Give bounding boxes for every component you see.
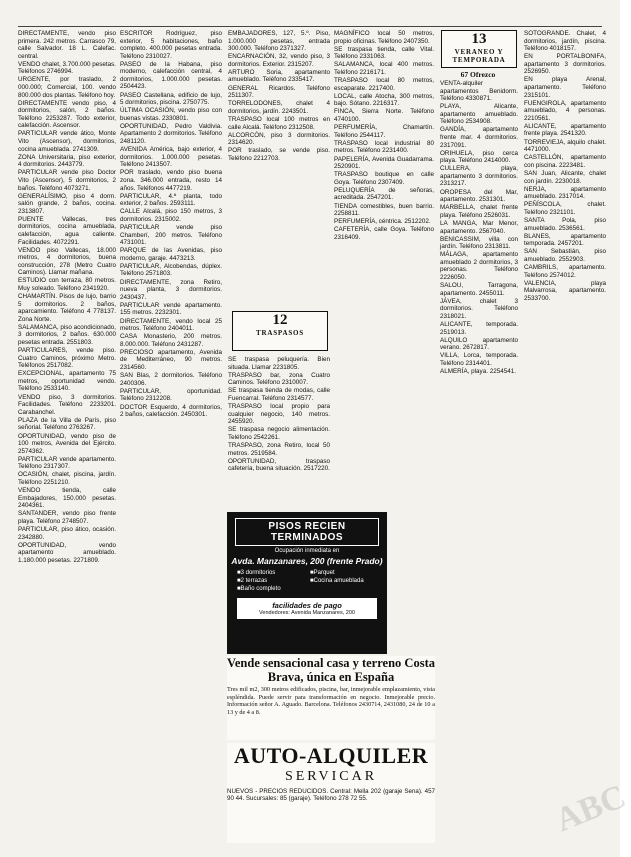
classified-ad: PERFUMERÍA, céntrica. 2512202. — [334, 218, 431, 226]
column-6 — [524, 30, 606, 850]
classified-ad: NERJA, apartamento amueblado. 2317014. — [524, 185, 606, 201]
abc-watermark: ABC — [550, 777, 631, 840]
classified-ad: ALQUILO apartamento verano. 2672817. — [440, 336, 518, 352]
classified-ad: GENERALÍSIMO, piso 4 dorm. salón grande, 2 baños, cocina. 2313807. — [18, 192, 116, 215]
classified-ad: TRASPASO local industrial 80 metros. Teléfono 2231400. — [334, 139, 434, 155]
classified-ad: ORIHUELA, piso cerca playa. Teléfono 2414000. — [440, 149, 518, 165]
classified-ad: CHAMARTÍN. Pisos de lujo, barrio 5 dormitorios. 2 baños, aparcamiento. Teléfono 4 778137. Zona Norte. — [18, 293, 116, 323]
section-number: 12 — [272, 312, 288, 328]
classified-ad: VENTA-alquiler apartamentos Benidorm. Teléfono 4330871. — [440, 80, 518, 103]
classified-ad: DOCTOR Esquerdo, 4 dormitorios, 2 baños, calefacción. 2450301. — [120, 403, 222, 419]
classified-ad: OPORTUNIDAD, traspaso cafetería, buena situación. 2517220. — [228, 457, 330, 473]
classified-ad: VALENCIA, playa Malvarrosa, apartamento. 2533700. — [524, 279, 606, 302]
classified-ad: PAPELERÍA, Avenida Guadarrama. 2520901. — [334, 155, 434, 171]
classified-ad: SAN Blas, 2 dormitorios. Teléfono 2400306. — [120, 372, 222, 387]
classified-ad: GANDÍA, apartamento frente mar. 4 dormitorios. 2317091. — [440, 126, 518, 149]
column-4 — [334, 30, 434, 508]
classified-ad: ESCRITOR Rodríguez, piso exterior, 5 habitaciones, baño completo. 400.000 pesetas entrada. Teléfono 2310027. — [120, 30, 222, 60]
section-number: 13 — [471, 31, 487, 47]
classified-ad: CASTELLÓN, apartamento con piscina. 2223481. — [524, 154, 606, 169]
classified-ad: PARTICULARES, vende piso. Cuatro Caminos, próximo Metro. Teléfonos 2517082. — [18, 347, 116, 370]
classified-ad: PEÑÍSCOLA, chalet. Teléfono 2321101. — [524, 201, 606, 216]
classified-ad: ALICANTE, apartamento frente playa. 2541320. — [524, 122, 606, 138]
column-3-traspasos — [228, 356, 330, 506]
ad-feature: ■ Cocina amueblada — [310, 578, 377, 584]
classified-ad: POR traslado, vendo piso buena zona. 346.000 entrada, resto 14 años. Teléfonos 4477219. — [120, 169, 222, 192]
classified-ad: URGENTE, por traslado, 2 000.000; Comercial, 100. vendo 800.000 dos plantas. Teléfono hoy. — [18, 76, 116, 99]
classified-ad: OPORTUNIDAD, Pedro Valdivia. Apartamento 2 dormitorios. Teléfono 2481120. — [120, 122, 222, 146]
ad-feature: ■ Parquet — [310, 570, 377, 576]
classified-ad: TRASPASO bar, zona Cuatro Caminos. Teléfono 2310007. — [228, 371, 330, 387]
ad-feature: ■ 2 terrazas — [237, 578, 304, 584]
classified-ad: SE traspasa tienda, calle Vital. Teléfono 2331063. — [334, 45, 434, 61]
classified-ad: EMBAJADORES, 127, 5.º. Piso, 1.000.000 pesetas, entrada 300.000. Teléfono 2371327. — [228, 30, 330, 53]
classified-ad: DIRECTAMENTE, vendo piso primera. 242 metros. Carrasco 79, calle Salvador. 18 L. Calefac. central. — [18, 30, 116, 60]
classified-ad: VENDO piso Vallecas, 18.000 metros, 4 dormitorios, buena construcción, 278 (Metro Cuatro Caminos). Llamar mañana. — [18, 246, 116, 277]
classified-ad: PARTICULAR vende apartamento. 155 metros. 2232301. — [120, 301, 222, 317]
column-2 — [120, 30, 222, 850]
classified-ad: PLAZA de la Villa de París, piso señorial. Teléfono 2763267. — [18, 416, 116, 432]
classified-ad: PUENTE Vallecas, tres dormitorios, cocina amueblada, calefacción, agua caliente. Facilidades. 4072291. — [18, 215, 116, 246]
classified-ad: CAMBRILS, apartamento. Teléfono 2574012. — [524, 264, 606, 279]
classified-ad: OCASIÓN, chalet, piscina, jardín. Teléfono 2251210. — [18, 471, 116, 486]
ad-title: PISOS RECIEN TERMINADOS — [235, 518, 379, 546]
classified-ad: PARTICULAR vende apartamento. Teléfono 2317307. — [18, 455, 116, 471]
classified-ad: PARTICULAR, 4.ª planta, todo exterior, 2 baños. 2593111. — [120, 192, 222, 208]
section-subtitle: 67 Ofrezco — [460, 70, 496, 79]
classified-ad: VENDO chalet, 3.700.000 pesetas. Teléfonos 2746994. — [18, 60, 117, 76]
classified-ad: JÁVEA, chalet 3 dormitorios. Teléfono 2318021. — [440, 297, 518, 320]
classified-ad: MAGNÍFICO local 50 metros, propio oficinas. Teléfono 2407350. — [334, 30, 434, 45]
classified-ad: ALMERÍA, playa. 2254541. — [440, 368, 516, 376]
section-title: TRASPASOS — [256, 329, 304, 337]
classified-ad: SALAMANCA, local 400 metros. Teléfono 2216171. — [334, 61, 434, 76]
section-header-traspasos — [232, 311, 328, 351]
classified-ad: EXCEPCIONAL, apartamento 75 metros, oportunidad vendo. Teléfono 2533140. — [18, 370, 116, 393]
classified-ad: SE traspasa tienda de modas, calle Fuencarral. Teléfono 2314577. — [228, 387, 330, 402]
ad-pisos-recien-terminados — [227, 512, 387, 654]
classified-ad: CASA Monasterio, 200 metros. 8.000.000. Teléfono 2431287. — [120, 333, 222, 348]
section-title: VERANEO Y TEMPORADA — [452, 48, 506, 64]
classified-ad: ARTURO Soria, apartamento amueblado. Teléfono 2335417. — [228, 68, 330, 84]
classified-ad: OPORTUNIDAD, vendo piso de 100 metros, Avenida del Ejército. 2574362. — [18, 432, 116, 455]
header-rule — [18, 26, 602, 27]
classified-ad: SANTANDER, vendo piso frente playa. Teléfono 2748507. — [18, 510, 116, 525]
classified-ad: PELUQUERÍA de señoras, acreditada. 2547201. — [334, 186, 434, 202]
ad-payment-sub: Vendedores: Avenida Manzanares, 200 — [259, 610, 355, 616]
ad-title: Vende sensacional casa y terreno Costa Brava, única en España — [227, 656, 435, 684]
classified-ad: VILLA, Lorca, temporada. Teléfono 2314401. — [440, 352, 518, 367]
classified-ad: GENERAL Ricardos. Teléfono 2511307. — [228, 84, 330, 100]
ad-feature: ■ 3 dormitorios — [237, 570, 304, 576]
classified-ad: OROPESA del Mar, apartamento. 2531301. — [440, 188, 518, 204]
section-header-veraneo — [441, 30, 517, 68]
classified-ad: PARTICULAR vende ático, Monte Vito (Ascensor), dormitorios, cocina amueblada. 2741309. — [18, 130, 116, 153]
ad-title: AUTO-ALQUILER — [233, 743, 429, 768]
classified-ad: CAFETERÍA, calle Goya. Teléfono 2316409. — [334, 226, 434, 241]
classified-ad: PARTICULAR vende piso Chamberí, 200 metros. Teléfono 4731001. — [120, 224, 222, 247]
classified-ad: PARTICULAR, piso ático, ocasión. 2342880. — [18, 526, 116, 541]
classified-ad: SE traspasa peluquería. Bien situada. Llamar 2231805. — [228, 356, 330, 371]
ad-subtitle: SERVICAR — [284, 769, 378, 784]
ad-features — [227, 570, 387, 592]
classified-ad: TIENDA comestibles, buen barrio. 2258811. — [334, 202, 434, 218]
classified-ad: MÁLAGA, apartamento amueblado 2 dormitorios, 3 personas. Teléfono 2226050. — [440, 251, 518, 282]
column-1 — [18, 30, 116, 850]
ad-auto-alquiler — [227, 743, 435, 843]
classified-ad: SAN Juan, Alicante, chalet con jardín. 2230018. — [524, 170, 606, 185]
classified-ad: PARTICULAR, Alcobendas, dúplex. Teléfono 2571803. — [120, 262, 222, 278]
classified-ad: PERFUMERÍA, Chamartín. Teléfono 2544117. — [334, 124, 434, 139]
classified-ad: SALOU, Tarragona, apartamento. 2455011. — [440, 282, 518, 297]
classified-ad: DIRECTAMENTE, zona Retiro, nueva planta, 3 dormitorios. 2430437. — [120, 278, 222, 301]
classified-ad: ÚLTIMA OCASIÓN, vendo piso con buenas vistas. 2330801. — [120, 107, 222, 122]
classified-ad: BLANES, apartamento temporada. 2457201. — [524, 232, 606, 248]
classified-ad: TRASPASO local 80 metros, escaparate. 2217400. — [334, 77, 434, 92]
classified-ad: BENICASSIM, villa con jardín. Teléfono 2313811. — [440, 235, 518, 251]
ad-subtitle: Ocupación inmediata en — [274, 548, 340, 554]
column-5 — [440, 80, 518, 850]
classified-ad: PARTICULAR, oportunidad. Teléfono 2312208. — [120, 387, 222, 403]
classified-ad: TRASPASO local propio para cualquier negocio, 140 metros. 2455920. — [228, 403, 330, 426]
classified-ad: FUENGIROLA, apartamento amueblado, 4 personas. 2210561. — [524, 99, 606, 122]
classified-ad: PASEO de la Habana, piso moderno, calefacción central, 4 dormitorios, 1.000.000 pesetas. 2504423. — [120, 60, 222, 91]
ad-body: Tres mil m2, 300 metros edificados, piscina, bar, inmejorable emplazamiento, vista espléndida. Puede servir para transformación en negocio. Inmejorable precio. Información señor A. Aguado. Barcelona. Teléfonos 2430714, 2431080, 24 de 10 a 13 y de 4 a 8. — [227, 686, 435, 716]
classified-ad: ALICANTE, temporada. 2519013. — [440, 321, 518, 336]
classified-ad: PASEO Castellana, edificio de lujo, 5 dormitorios, piscina. 2750775. — [120, 91, 222, 107]
classified-ad: ALCORCÓN, piso 3 dormitorios. 2314620. — [228, 131, 330, 147]
classified-ad: SANTA Pola, piso amueblado. 2536561. — [524, 217, 606, 232]
classified-ad: TORREVIEJA, alquilo chalet. 4471000. — [524, 138, 606, 154]
classified-ad: VENDO piso, 3 dormitorios. Facilidades. Teléfono 2233201. Carabanchel. — [18, 393, 116, 416]
classified-ad: SE traspasa negocio alimentación. Teléfono 2542261. — [228, 426, 330, 441]
classified-ad: SALAMANCA, piso acondicionado, 3 dormitorios, 2 baños. 630.000 pesetas entrada. 2551803. — [18, 323, 117, 346]
classified-ad: PRECIOSO apartamento, Avenida de Mediterráneo, 90 metros. 2314560. — [120, 348, 222, 372]
classified-ad: ESTUDIO con terraza, 80 metros. Muy soleado. Teléfono 2341920. — [18, 277, 116, 292]
classified-ad: PARQUE de las Avenidas, piso moderno, garaje. 4473213. — [120, 247, 222, 262]
classified-ad: LOCAL, calle Atocha, 300 metros, bajo. Sótano. 2216317. — [334, 92, 434, 108]
ad-payment-box — [237, 598, 377, 619]
classified-ad: EN playa Arenal, apartamento. Teléfono 2315101. — [524, 76, 606, 99]
classified-ad: VENDO tienda, calle Embajadores, 150.000 pesetas. 2404361. — [18, 487, 116, 510]
classified-ad: SAN Sebastián, piso amueblado. 2552903. — [524, 248, 606, 263]
ad-costa-brava — [227, 656, 435, 740]
ad-address: Avda. Manzanares, 200 (frente Prado) — [231, 556, 383, 566]
classified-ad: TRASPASO boutique en calle Goya. Teléfono 2307409. — [334, 171, 434, 186]
classified-ad: AVENIDA América, bajo exterior, 4 dormitorios. 1.000.000 pesetas. Teléfono 2413507. — [120, 146, 222, 169]
classified-ad: LA MANGA, Mar Menor, apartamento. 2567040. — [440, 220, 518, 235]
classified-ad: DIRECTAMENTE, vendo local 25 metros. Teléfono 2404011. — [120, 317, 222, 333]
classified-ad: EN PORTALBONIFA, apartamento 3 dormitorios. 2526950. — [524, 53, 606, 76]
ad-feature: ■ Baño completo — [237, 586, 304, 592]
classified-ad: FINCA, Sierra Norte. Teléfono 4740100. — [334, 108, 434, 123]
classified-ad: POR traslado, se vende piso. Teléfono 2212703. — [228, 147, 330, 162]
classified-ad: ZONA Universitaria, piso exterior, 4 dormitorios. 2443779. — [18, 153, 116, 169]
ad-body: NUEVOS - PRECIOS REDUCIDOS. Central: Mella 202 (garaje Sena). 457 90 44. Sucursales: 85 (garaje). Teléfono 278 72 55. — [227, 788, 435, 803]
classified-ad: OPORTUNIDAD, vendo apartamento amueblado. 1.180.000 pesetas. 2271809. — [18, 541, 116, 564]
classified-ad: SOTOGRANDE. Chalet, 4 dormitorios, jardín, piscina. Teléfono 4018157. — [524, 30, 606, 53]
classified-ad: CALLE Alcalá, piso 150 metros, 3 dormitorios. 2315002. — [120, 208, 222, 223]
ad-payment-title: facilidades de pago — [272, 601, 342, 610]
classified-ad: PARTICULAR vende piso Doctor Vito (Ascensor), 5 dormitorios, 2 baños. Teléfono 4073271. — [18, 169, 116, 192]
classified-ad: PLAYA, Alicante, apartamento amueblado. Teléfono 2534908. — [440, 103, 518, 126]
classified-ad: ENCARNACIÓN, 32, vendo piso, 3 dormitorios. Exterior. 2315207. — [228, 53, 330, 68]
column-3 — [228, 30, 330, 308]
classified-ad: CULLERA, playa, apartamento 3 dormitorios. 2313217. — [440, 165, 518, 188]
classified-ad: DIRECTAMENTE vendo piso, 4 dormitorios, salón, 2 baños. Teléfono 2253287. Todo exterior, calefacción. Ascensor. — [18, 99, 116, 130]
classified-ad: TORRELODONES, chalet 4 dormitorios, jardín. 2243501. — [228, 100, 330, 115]
classified-ad: TRASPASO local 100 metros en calle Alcalá. Teléfono 2312508. — [228, 115, 330, 131]
classified-ad: MARBELLA, chalet frente playa. Teléfono 2526031. — [440, 204, 518, 219]
classified-ad: TRASPASO, zona Retiro, local 50 metros. 2519584. — [228, 441, 330, 457]
